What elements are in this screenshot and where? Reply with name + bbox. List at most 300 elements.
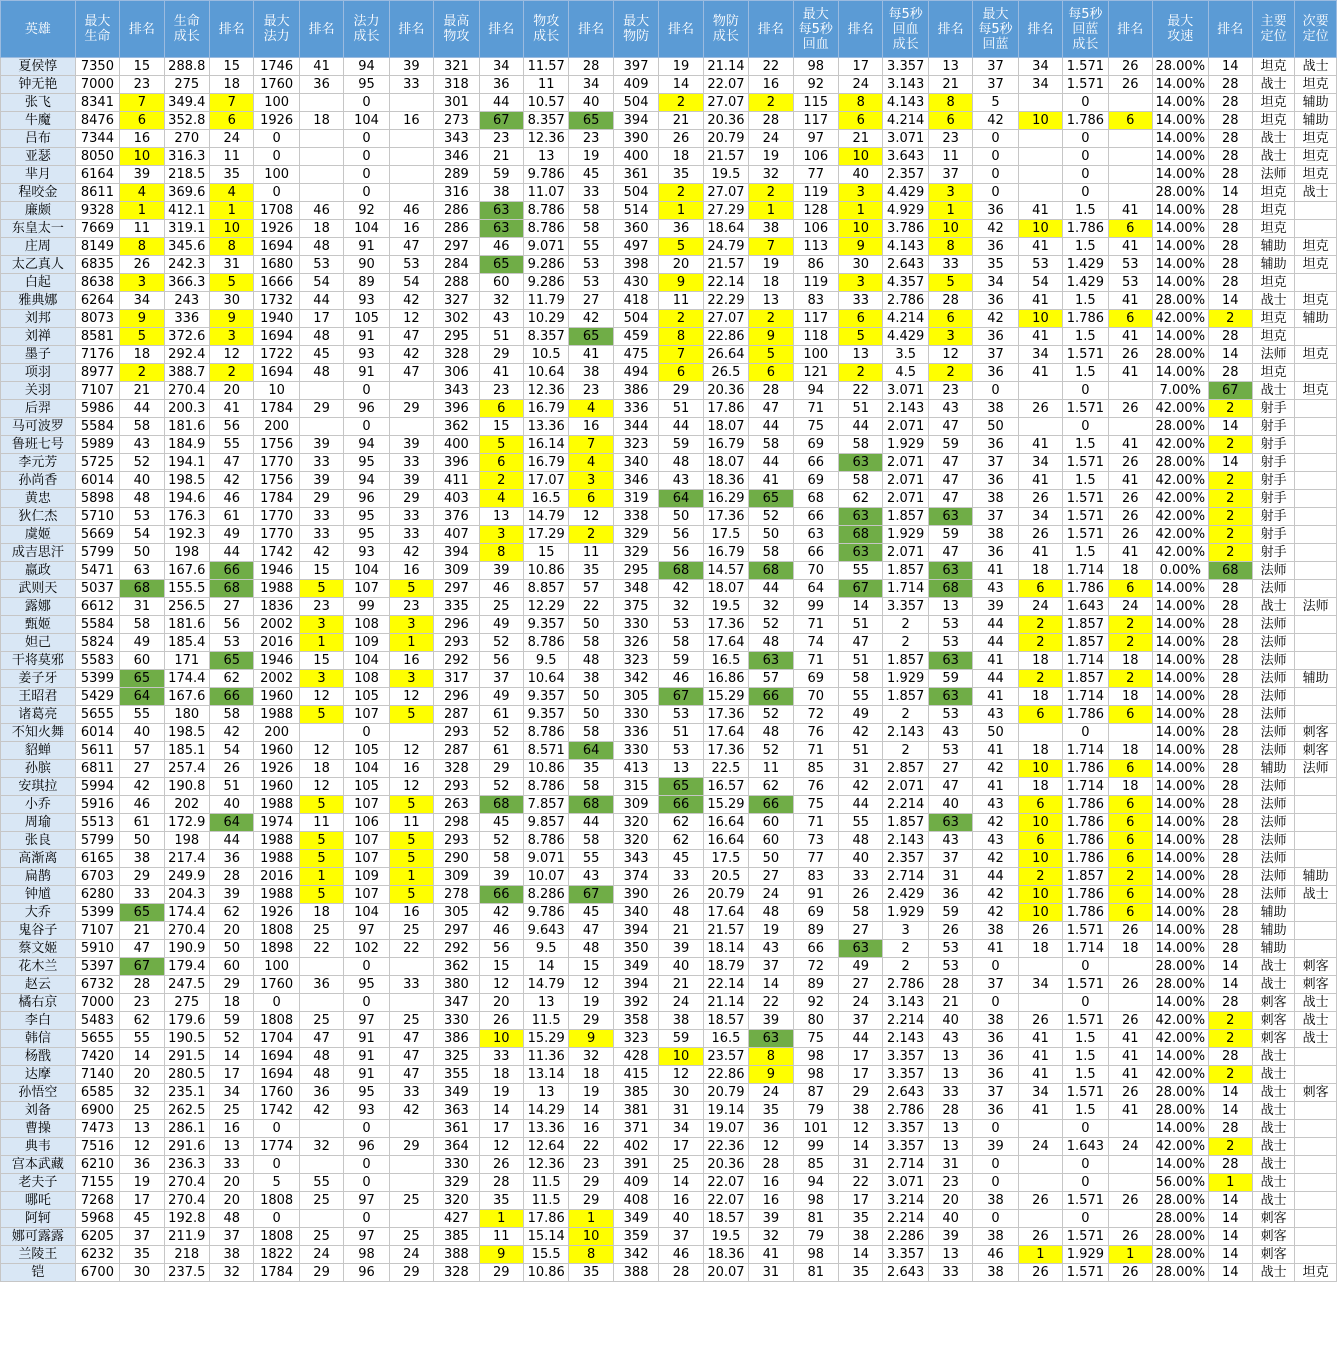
table-row bbox=[1, 688, 1337, 706]
table-cell: 5399 bbox=[75, 904, 119, 922]
table-cell: 8.786 bbox=[524, 778, 569, 796]
table-cell: 375 bbox=[613, 598, 658, 616]
table-cell: 21 bbox=[659, 112, 703, 130]
table-cell: 91 bbox=[344, 1066, 389, 1084]
table-cell: 38 bbox=[120, 850, 164, 868]
table-cell: 2 bbox=[120, 364, 164, 382]
table-cell: 53 bbox=[659, 742, 703, 760]
table-cell: 25 bbox=[299, 922, 343, 940]
table-cell: 93 bbox=[344, 292, 389, 310]
table-cell: 41 bbox=[1018, 202, 1062, 220]
table-cell: 319.1 bbox=[164, 220, 209, 238]
table-cell bbox=[389, 1156, 433, 1174]
table-cell: 52 bbox=[479, 724, 523, 742]
table-cell: 14 bbox=[749, 976, 793, 994]
table-cell: 7 bbox=[569, 436, 613, 454]
table-cell: 1988 bbox=[254, 796, 299, 814]
table-cell: 36 bbox=[973, 1066, 1018, 1084]
table-cell: 2 bbox=[928, 364, 972, 382]
table-cell: 359 bbox=[613, 1228, 658, 1246]
table-cell: 10 bbox=[1018, 814, 1062, 832]
table-cell: 10 bbox=[1018, 112, 1062, 130]
table-cell: 8.786 bbox=[524, 220, 569, 238]
table-cell: 174.4 bbox=[164, 904, 209, 922]
table-cell: 28 bbox=[749, 1156, 793, 1174]
table-cell: 法师 bbox=[1252, 850, 1294, 868]
table-cell: 48 bbox=[299, 1048, 343, 1066]
table-cell: 18 bbox=[299, 760, 343, 778]
table-cell: 5 bbox=[299, 886, 343, 904]
table-cell: 0 bbox=[973, 1156, 1018, 1174]
table-cell: 42 bbox=[973, 814, 1018, 832]
table-cell: 41 bbox=[299, 58, 343, 76]
table-cell: 21.57 bbox=[703, 148, 748, 166]
table-cell: 58 bbox=[749, 436, 793, 454]
table-cell: 18.14 bbox=[703, 940, 748, 958]
table-row bbox=[1, 256, 1337, 274]
table-cell: 18 bbox=[1018, 688, 1062, 706]
table-cell: 33 bbox=[389, 976, 433, 994]
hero-name-cell: 露娜 bbox=[1, 598, 76, 616]
table-cell: 31 bbox=[210, 256, 254, 274]
table-cell: 2 bbox=[210, 364, 254, 382]
table-cell: 18 bbox=[1108, 742, 1152, 760]
table-cell bbox=[1108, 184, 1152, 202]
table-cell: 167.6 bbox=[164, 562, 209, 580]
table-cell: 64 bbox=[793, 580, 838, 598]
table-cell: 26 bbox=[1018, 1264, 1062, 1282]
table-cell: 1.5 bbox=[1063, 544, 1108, 562]
table-cell: 59 bbox=[659, 652, 703, 670]
table-cell: 8 bbox=[839, 94, 883, 112]
table-cell: 14 bbox=[1208, 958, 1252, 976]
table-cell: 63 bbox=[749, 1030, 793, 1048]
table-cell: 29 bbox=[299, 400, 343, 418]
table-cell: 376 bbox=[434, 508, 479, 526]
table-cell: 55 bbox=[120, 706, 164, 724]
table-cell: 47 bbox=[389, 1030, 433, 1048]
table-cell: 323 bbox=[613, 436, 658, 454]
table-cell: 62 bbox=[659, 832, 703, 850]
table-cell: 14 bbox=[1208, 1084, 1252, 1102]
table-cell: 14 bbox=[210, 1048, 254, 1066]
table-cell: 6 bbox=[120, 112, 164, 130]
table-row bbox=[1, 148, 1337, 166]
table-cell: 5 bbox=[389, 832, 433, 850]
table-cell: 28 bbox=[1208, 778, 1252, 796]
table-cell: 15.29 bbox=[703, 688, 748, 706]
table-cell: 81 bbox=[793, 1210, 838, 1228]
table-cell: 323 bbox=[613, 1030, 658, 1048]
table-cell: 286.1 bbox=[164, 1120, 209, 1138]
table-cell: 44 bbox=[839, 796, 883, 814]
table-cell: 94 bbox=[344, 472, 389, 490]
table-cell: 1.571 bbox=[1063, 1192, 1108, 1210]
table-cell: 94 bbox=[793, 382, 838, 400]
table-cell bbox=[1108, 94, 1152, 112]
table-cell: 战士 bbox=[1252, 1138, 1294, 1156]
table-cell: 26 bbox=[659, 886, 703, 904]
table-cell: 22.86 bbox=[703, 1066, 748, 1084]
table-cell: 412.1 bbox=[164, 202, 209, 220]
table-cell: 5584 bbox=[75, 616, 119, 634]
table-cell: 52 bbox=[749, 616, 793, 634]
table-cell: 270.4 bbox=[164, 1174, 209, 1192]
table-cell: 14 bbox=[659, 1174, 703, 1192]
table-cell: 23 bbox=[928, 1174, 972, 1192]
table-cell: 343 bbox=[434, 382, 479, 400]
table-cell: 14 bbox=[839, 598, 883, 616]
table-cell: 辅助 bbox=[1295, 94, 1337, 112]
table-cell: 22.5 bbox=[703, 760, 748, 778]
table-cell: 55 bbox=[839, 688, 883, 706]
column-header: 排名 bbox=[659, 1, 703, 58]
table-cell: 1.857 bbox=[883, 652, 928, 670]
table-row bbox=[1, 310, 1337, 328]
table-cell: 28 bbox=[749, 112, 793, 130]
table-cell: 1.714 bbox=[1063, 562, 1108, 580]
table-cell bbox=[389, 94, 433, 112]
table-cell: 36 bbox=[120, 1156, 164, 1174]
table-cell: 46 bbox=[659, 1246, 703, 1264]
table-cell: 14.00% bbox=[1153, 778, 1209, 796]
table-cell: 27 bbox=[839, 976, 883, 994]
table-cell: 8476 bbox=[75, 112, 119, 130]
table-cell: 27 bbox=[120, 760, 164, 778]
table-row bbox=[1, 562, 1337, 580]
table-cell: 45 bbox=[569, 904, 613, 922]
hero-name-cell: 大乔 bbox=[1, 904, 76, 922]
table-cell: 18 bbox=[299, 112, 343, 130]
table-cell: 37 bbox=[973, 454, 1018, 472]
hero-name-cell: 黄忠 bbox=[1, 490, 76, 508]
table-cell: 83 bbox=[793, 868, 838, 886]
table-cell: 2 bbox=[883, 958, 928, 976]
table-cell: 5 bbox=[299, 706, 343, 724]
table-cell: 0.00% bbox=[1153, 562, 1209, 580]
table-cell: 107 bbox=[344, 832, 389, 850]
table-cell: 41 bbox=[569, 346, 613, 364]
table-cell: 39 bbox=[389, 58, 433, 76]
table-cell bbox=[1295, 1102, 1337, 1120]
table-cell: 52 bbox=[479, 778, 523, 796]
table-cell: 106 bbox=[793, 220, 838, 238]
table-cell: 1760 bbox=[254, 976, 299, 994]
table-cell: 47 bbox=[928, 418, 972, 436]
table-cell: 192.3 bbox=[164, 526, 209, 544]
table-cell: 102 bbox=[344, 940, 389, 958]
table-cell: 323 bbox=[613, 652, 658, 670]
table-cell: 270 bbox=[164, 130, 209, 148]
hero-name-cell: 韩信 bbox=[1, 1030, 76, 1048]
table-cell: 396 bbox=[434, 454, 479, 472]
table-cell: 1.643 bbox=[1063, 1138, 1108, 1156]
table-cell: 298 bbox=[434, 814, 479, 832]
table-cell: 28 bbox=[659, 1264, 703, 1282]
table-cell: 1.571 bbox=[1063, 508, 1108, 526]
table-cell bbox=[1295, 562, 1337, 580]
table-cell: 91 bbox=[344, 364, 389, 382]
table-cell bbox=[1018, 382, 1062, 400]
table-cell: 23 bbox=[569, 1156, 613, 1174]
table-cell: 6014 bbox=[75, 472, 119, 490]
table-cell: 28 bbox=[120, 976, 164, 994]
table-cell: 66 bbox=[793, 508, 838, 526]
table-row bbox=[1, 706, 1337, 724]
table-cell: 16 bbox=[120, 130, 164, 148]
table-cell: 35 bbox=[659, 166, 703, 184]
table-cell: 1.857 bbox=[1063, 868, 1108, 886]
table-cell: 6 bbox=[659, 364, 703, 382]
table-cell: 1694 bbox=[254, 1048, 299, 1066]
table-cell bbox=[1018, 166, 1062, 184]
table-cell: 26 bbox=[1108, 454, 1152, 472]
hero-name-cell: 虞姬 bbox=[1, 526, 76, 544]
table-cell: 17.07 bbox=[524, 472, 569, 490]
table-cell: 41 bbox=[1018, 1030, 1062, 1048]
table-cell: 10.64 bbox=[524, 670, 569, 688]
table-cell: 53 bbox=[928, 616, 972, 634]
table-cell: 2.071 bbox=[883, 454, 928, 472]
hero-name-cell: 墨子 bbox=[1, 346, 76, 364]
table-cell: 法师 bbox=[1252, 814, 1294, 832]
table-cell: 40 bbox=[839, 166, 883, 184]
table-cell: 295 bbox=[434, 328, 479, 346]
table-cell: 0 bbox=[1063, 418, 1108, 436]
table-cell: 1.5 bbox=[1063, 238, 1108, 256]
table-cell: 6 bbox=[928, 310, 972, 328]
table-cell: 12 bbox=[389, 310, 433, 328]
table-cell: 14.00% bbox=[1153, 202, 1209, 220]
table-cell: 28 bbox=[1208, 742, 1252, 760]
table-cell: 14 bbox=[524, 958, 569, 976]
table-cell: 18.64 bbox=[703, 220, 748, 238]
table-cell: 98 bbox=[793, 58, 838, 76]
table-cell: 41 bbox=[973, 688, 1018, 706]
table-cell: 8341 bbox=[75, 94, 119, 112]
table-cell: 29 bbox=[569, 1174, 613, 1192]
table-cell: 1.857 bbox=[883, 562, 928, 580]
table-cell: 2.214 bbox=[883, 1210, 928, 1228]
table-cell: 1 bbox=[1018, 1246, 1062, 1264]
table-cell: 100 bbox=[254, 94, 299, 112]
table-cell: 181.6 bbox=[164, 616, 209, 634]
hero-name-cell: 钟无艳 bbox=[1, 76, 76, 94]
table-cell: 39 bbox=[973, 1138, 1018, 1156]
table-cell: 101 bbox=[793, 1120, 838, 1138]
table-cell: 射手 bbox=[1252, 508, 1294, 526]
table-cell: 25 bbox=[389, 1192, 433, 1210]
table-cell: 218 bbox=[164, 1246, 209, 1264]
table-cell: 23 bbox=[928, 382, 972, 400]
table-cell: 7000 bbox=[75, 76, 119, 94]
hero-name-cell: 王昭君 bbox=[1, 688, 76, 706]
table-cell: 58 bbox=[839, 904, 883, 922]
table-row bbox=[1, 1030, 1337, 1048]
table-cell: 25 bbox=[299, 1192, 343, 1210]
table-cell: 41 bbox=[1108, 1066, 1152, 1084]
table-cell: 28 bbox=[1208, 166, 1252, 184]
table-cell: 37 bbox=[659, 1228, 703, 1246]
table-cell: 28.00% bbox=[1153, 346, 1209, 364]
table-cell: 法师 bbox=[1252, 562, 1294, 580]
table-cell: 288 bbox=[434, 274, 479, 292]
column-header: 最大 物防 bbox=[613, 1, 658, 58]
table-cell: 52 bbox=[479, 832, 523, 850]
table-cell: 14 bbox=[569, 1102, 613, 1120]
table-cell: 33 bbox=[299, 526, 343, 544]
table-cell: 38 bbox=[839, 1228, 883, 1246]
table-cell: 坦克 bbox=[1295, 382, 1337, 400]
table-cell: 115 bbox=[793, 94, 838, 112]
table-cell: 1.571 bbox=[1063, 346, 1108, 364]
table-cell: 4 bbox=[569, 400, 613, 418]
table-cell: 28.00% bbox=[1153, 454, 1209, 472]
table-cell: 28 bbox=[1208, 202, 1252, 220]
table-cell: 1808 bbox=[254, 1192, 299, 1210]
table-cell: 10 bbox=[659, 1048, 703, 1066]
table-cell: 31 bbox=[839, 760, 883, 778]
table-cell: 328 bbox=[434, 346, 479, 364]
table-cell: 1 bbox=[749, 202, 793, 220]
table-cell: 3.357 bbox=[883, 58, 928, 76]
table-cell: 336 bbox=[613, 724, 658, 742]
table-cell: 63 bbox=[479, 220, 523, 238]
table-cell: 辅助 bbox=[1252, 904, 1294, 922]
table-cell: 28 bbox=[1208, 796, 1252, 814]
table-cell: 63 bbox=[793, 526, 838, 544]
table-cell: 38 bbox=[973, 490, 1018, 508]
table-cell: 39 bbox=[749, 1012, 793, 1030]
table-cell: 77 bbox=[793, 166, 838, 184]
table-cell: 60 bbox=[210, 958, 254, 976]
table-cell: 22.07 bbox=[703, 1174, 748, 1192]
table-cell bbox=[1018, 418, 1062, 436]
table-cell: 58 bbox=[569, 778, 613, 796]
table-cell: 40 bbox=[839, 850, 883, 868]
table-cell: 47 bbox=[389, 238, 433, 256]
table-cell: 68 bbox=[120, 580, 164, 598]
table-cell: 2 bbox=[1018, 616, 1062, 634]
table-cell: 7 bbox=[120, 94, 164, 112]
table-cell: 36 bbox=[479, 76, 523, 94]
hero-name-cell: 太乙真人 bbox=[1, 256, 76, 274]
table-cell: 39 bbox=[749, 1210, 793, 1228]
table-cell: 法师 bbox=[1252, 832, 1294, 850]
table-cell: 26 bbox=[1108, 526, 1152, 544]
table-cell: 14 bbox=[1208, 418, 1252, 436]
table-row bbox=[1, 850, 1337, 868]
table-cell: 62 bbox=[749, 778, 793, 796]
table-cell: 53 bbox=[1108, 256, 1152, 274]
table-cell: 15 bbox=[299, 562, 343, 580]
table-cell: 13 bbox=[659, 760, 703, 778]
table-cell: 338 bbox=[613, 508, 658, 526]
table-cell: 33 bbox=[389, 508, 433, 526]
table-cell: 41 bbox=[749, 472, 793, 490]
table-cell: 0 bbox=[344, 1210, 389, 1228]
table-cell: 390 bbox=[613, 130, 658, 148]
table-cell: 48 bbox=[749, 634, 793, 652]
table-cell: 5037 bbox=[75, 580, 119, 598]
table-cell: 13.36 bbox=[524, 418, 569, 436]
table-cell: 33 bbox=[839, 292, 883, 310]
table-cell: 44 bbox=[210, 832, 254, 850]
table-cell: 5429 bbox=[75, 688, 119, 706]
table-cell: 409 bbox=[613, 76, 658, 94]
table-row bbox=[1, 1264, 1337, 1282]
table-cell: 14.00% bbox=[1153, 706, 1209, 724]
hero-name-cell: 赵云 bbox=[1, 976, 76, 994]
table-cell: 23 bbox=[569, 130, 613, 148]
table-cell: 24.79 bbox=[703, 238, 748, 256]
table-cell: 388 bbox=[613, 1264, 658, 1282]
column-header: 排名 bbox=[1208, 1, 1252, 58]
table-cell: 67 bbox=[120, 958, 164, 976]
table-cell: 6 bbox=[1108, 706, 1152, 724]
table-cell: 49 bbox=[839, 706, 883, 724]
table-cell: 107 bbox=[344, 850, 389, 868]
table-cell: 4 bbox=[569, 454, 613, 472]
table-cell: 47 bbox=[389, 328, 433, 346]
table-cell: 34 bbox=[210, 1084, 254, 1102]
table-row bbox=[1, 1048, 1337, 1066]
table-cell: 329 bbox=[613, 526, 658, 544]
table-cell: 12 bbox=[120, 1138, 164, 1156]
table-cell: 286 bbox=[434, 220, 479, 238]
table-cell: 5 bbox=[389, 886, 433, 904]
table-cell: 0 bbox=[973, 994, 1018, 1012]
table-cell: 37 bbox=[973, 58, 1018, 76]
table-cell: 3 bbox=[928, 328, 972, 346]
table-cell: 9.357 bbox=[524, 616, 569, 634]
table-cell: 5 bbox=[299, 796, 343, 814]
table-cell: 35 bbox=[569, 562, 613, 580]
table-cell: 28 bbox=[1208, 580, 1252, 598]
table-cell: 20 bbox=[928, 1192, 972, 1210]
table-cell: 58 bbox=[659, 634, 703, 652]
table-cell: 3 bbox=[389, 616, 433, 634]
table-cell: 5 bbox=[389, 706, 433, 724]
table-row bbox=[1, 220, 1337, 238]
table-cell: 42.00% bbox=[1153, 436, 1209, 454]
table-cell: 16.64 bbox=[703, 832, 748, 850]
table-cell: 54 bbox=[120, 526, 164, 544]
table-cell: 54 bbox=[299, 274, 343, 292]
table-cell: 17.5 bbox=[703, 850, 748, 868]
table-cell: 12.64 bbox=[524, 1138, 569, 1156]
table-cell: 32 bbox=[569, 1048, 613, 1066]
table-cell: 93 bbox=[344, 1102, 389, 1120]
table-cell: 8 bbox=[210, 238, 254, 256]
table-cell bbox=[299, 994, 343, 1012]
table-cell bbox=[299, 94, 343, 112]
table-cell: 459 bbox=[613, 328, 658, 346]
hero-name-cell: 马可波罗 bbox=[1, 418, 76, 436]
table-cell: 1.571 bbox=[1063, 1228, 1108, 1246]
table-cell: 25 bbox=[659, 1156, 703, 1174]
table-cell: 329 bbox=[613, 544, 658, 562]
table-cell: 坦克 bbox=[1252, 220, 1294, 238]
table-cell: 47 bbox=[928, 544, 972, 562]
table-cell: 48 bbox=[299, 328, 343, 346]
table-cell: 28 bbox=[928, 976, 972, 994]
table-cell: 19.07 bbox=[703, 1120, 748, 1138]
table-cell bbox=[1018, 994, 1062, 1012]
table-cell: 29 bbox=[299, 490, 343, 508]
table-cell: 1808 bbox=[254, 1012, 299, 1030]
table-cell: 94 bbox=[344, 436, 389, 454]
